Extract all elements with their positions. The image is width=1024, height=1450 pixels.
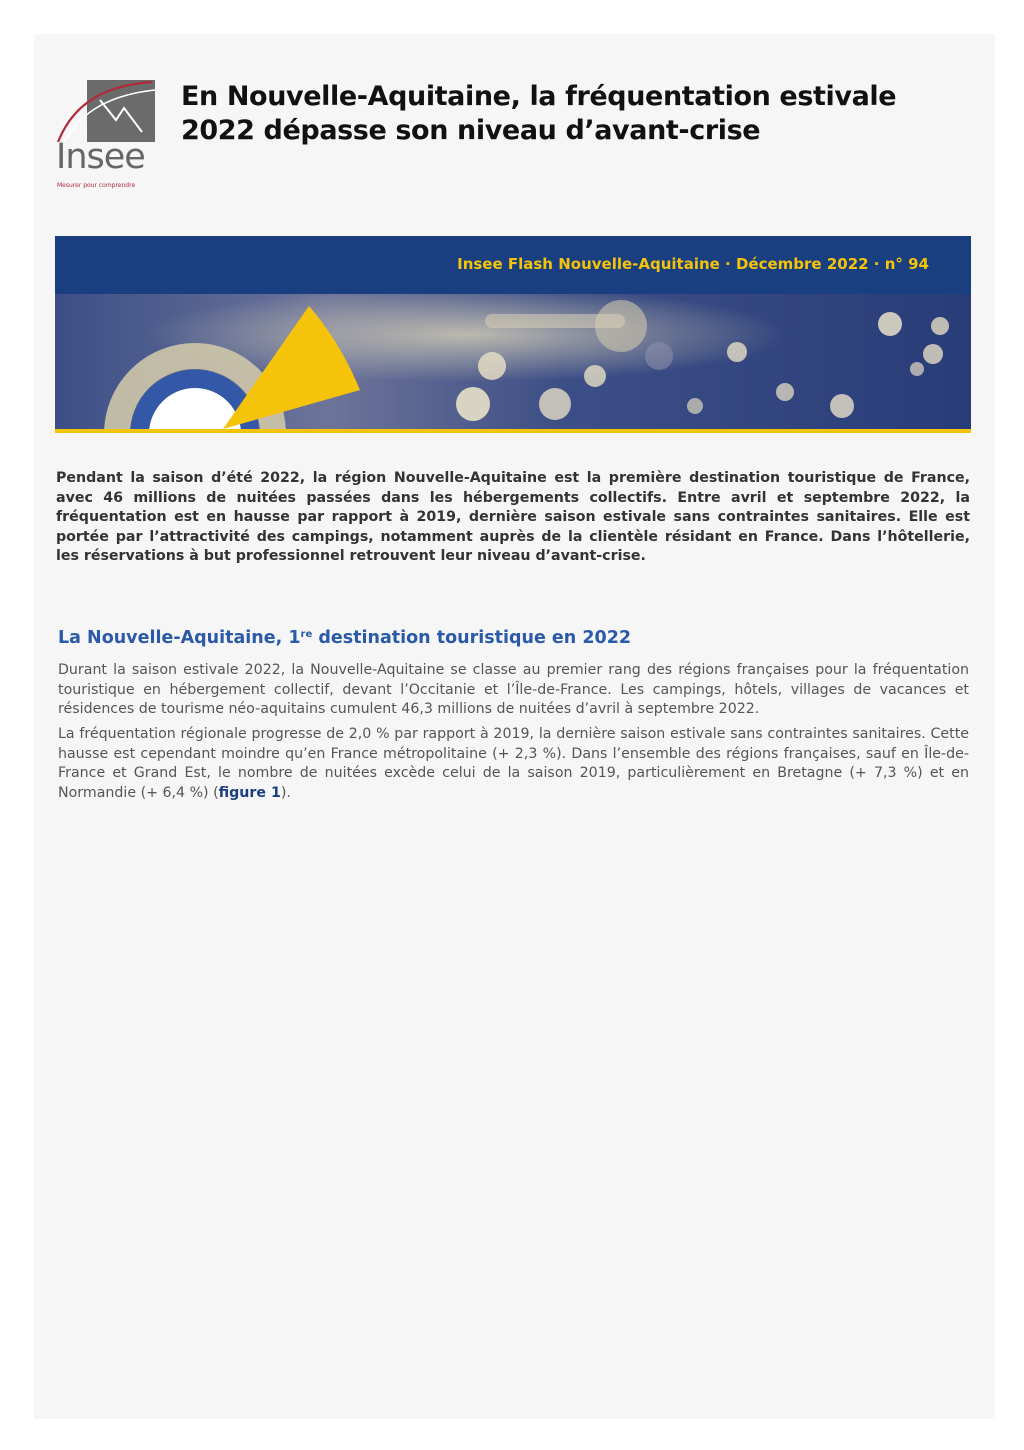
publication-banner [55,236,971,433]
publication-label: Insee Flash Nouvelle-Aquitaine · Décembre 2022 · n° 94 [457,255,929,273]
lead-paragraph: Pendant la saison d’été 2022, la région Nouvelle-Aquitaine est la première destination touristique de France, avec 46 millions de nuitées passées dans les hébergements collectifs. Entre avril et septembre 2022, la fréquentation est en hausse par rapport à 2019, dernière saison estivale sans contraintes sanitaires. Elle est portée par l’attractivité des campings, notamment auprès de la clientèle résidant en France. Dans l’hôtellerie, les réservations à but professionnel retrouvent leur niveau d’avant-crise. [56,470,970,564]
section-heading-text-end: destination touristique en 2022 [312,628,632,648]
page-title: En Nouvelle-Aquitaine, la fréquentation estivale 2022 dépasse son niveau d’avant-crise [181,81,897,146]
section-heading-text: La Nouvelle-Aquitaine, 1 [58,628,301,648]
section-heading [58,628,631,648]
logo-wordmark: Insee [56,137,145,177]
figure-1-link[interactable]: figure 1 [218,784,281,801]
banner-accent-line [55,429,971,433]
section-heading-ordinal: re [300,629,313,640]
body-paragraph-2-end: ). [280,784,291,801]
logo-tagline: Mesurer pour comprendre [57,182,136,189]
banner-illustration [55,294,971,429]
logo-mark-icon [56,78,158,142]
body-paragraph-2-text: La fréquentation régionale progresse de 2,0 % par rapport à 2019, la dernière saison estivale sans contraintes sanitaires. Cette hausse est cependant moindre qu’en France métropolitaine (+ 2,3 %). Dans l’ensemble des régions françaises, sauf en Île-de-France et Grand Est, le nombre de nuitées excède celui de la saison 2019, particulièrement en Bretagne (+ 7,3 %) et en Normandie (+ 6,4 %) ( [58,726,969,801]
body-paragraph-1: Durant la saison estivale 2022, la Nouvelle-Aquitaine se classe au premier rang des régions françaises pour la fréquentation touristique en hébergement collectif, devant l’Occitanie et l’Île-de-France. Les campings, hôtels, villages de vacances et résidences de tourisme néo-aquitains cumulent 46,3 millions de nuitées d’avril à septembre 2022. [58,662,969,717]
body-paragraph-2 [58,725,969,803]
insee-logo [56,78,158,196]
banner-header-bar [55,236,971,294]
